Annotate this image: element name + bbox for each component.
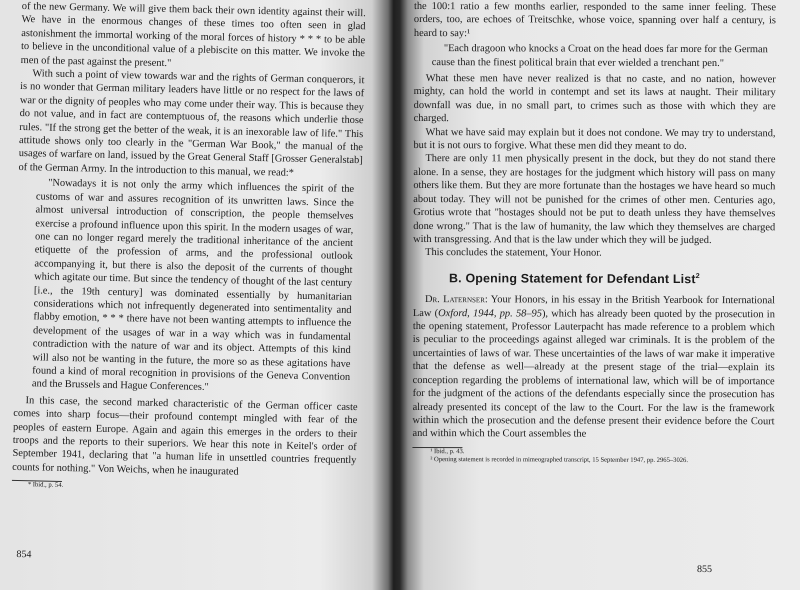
block-quote: "Nowadays it is not only the army which influences the spirit of the customs of war and assures recognition of its unwritten laws. Since the almost universal introduction of conscription, the people themselves exercise a profound influence upon this spirit. In the modern usages of war, one can no longer regard merely the traditional inheritance of the ancient etiquette of the profession of arms, and the professional outlook accompanying it, but there is also the deposit of the currents of thought which agitate our time. But since the tendency of thought of the last century [i.e., the 19th century] was dominated essentially by humanitarian considerations which not infrequently degenerated into sentimentality and flabby emotion, * * * there have not been wanting attempts to influence the development of the usages of war in a way which was in fundamental contradiction with the nature of war and its object. Attempts of this kind will also not be wanting in the future, the more so as these agitations have found a kind of moral recognition in provisions of the Geneva Convention and the Brussels and Hague Conferences.": [31, 177, 355, 394]
paragraph: What these men have never realized is that no caste, and no nation, however mighty, can hold the world in contempt and set its laws at naught. Their military downfall was due, in no small part, to crimes such as those with which they are charged.: [413, 73, 776, 125]
page-number: 855: [696, 563, 713, 576]
paragraph: of the new Germany. We will give them back their own identity against their will. We have in the enormous changes of these times too often seen in glad astonishment the immortal working of the moral forces of history * * * to be able to believe in the unconditional value of a plebiscite on this matter. We invoke the men of the past against the present.": [20, 0, 366, 69]
section-heading-text: B. Opening Statement for Defendant List: [449, 270, 696, 286]
paragraph: What we have said may explain but it does not condone. We may try to understand, but it is not ours to forgive. What these men did they meant to do.: [413, 126, 776, 153]
paragraph: This concludes the statement, Your Honor.: [425, 247, 602, 259]
right-page: [412, 0, 776, 590]
paragraph: There are only 11 men physically present in the dock, but they do not stand there alone. In a sense, they are hostages for the judgment which history will pass on many others like them. But they are more fortunate than the hostages we have heard so much about today. They will not be punished for the crimes of other men. Centuries ago, Grotius wrote that "hostages should not be put to death unless they have themselves done wrong." That is the law of humanity, the law which they themselves are charged with transgressing. And that is the law under which they will be judged.: [413, 153, 776, 246]
citation: Oxford, 1944, pp. 58–95: [438, 307, 542, 320]
speaker-text: Your Honors, in his essay in the British Yearbook for International Law (: [412, 294, 775, 319]
footnote-marker: 2: [695, 272, 700, 280]
left-page: [10, 0, 366, 590]
footnote: * Ibid., p. 54.: [27, 481, 64, 490]
speaker-text: ), which has already been quoted by the prosecution in the opening statement, Professor Lauterpacht has made reference to a problem which is peculiar to the proceedings against alleged war criminals. It is the problem of the uncertainties of laws of war. These uncertainties of the laws of war make it imperative that the defense as well—already at the present stage of the trial—explain its conception regarding the problems of international law, which will be of importance for the judgment of the actions of the defendants especially since the prosecution has already presented its concept of the law to the Court. For the law is the framework within which the prosecution and the defense present their evidence before the Court and within which the Court assembles the: [412, 308, 775, 440]
speaker-name: Dr. Laternser:: [424, 294, 488, 306]
footnote: ² Opening statement is recorded in mimeographed transcript, 15 September 1947, pp. 2965–3026.: [430, 455, 689, 464]
footnote: ¹ Ibid., p. 43.: [430, 447, 465, 455]
paragraph: the 100:1 ratio a few months earlier, responded to the same inner feeling. These orders, too, are echoes of Treitschke, whose voice, spanning over half a century, is heard to say:¹: [413, 0, 776, 40]
section-heading: [413, 269, 775, 287]
speaker-paragraph: [412, 293, 775, 442]
block-quote: "Each dragoon who knocks a Croat on the head does far more for the German cause than the finest political brain that ever wielded a trenchant pen.": [431, 43, 768, 69]
page-number: 854: [16, 549, 32, 561]
paragraph: In this case, the second marked characteristic of the German officer caste comes into sharp focus—their profound contempt mingled with fear of the peoples of eastern Europe. Again and again this emerges in the orders to their troops and the reports to their superiors. We hear this note in Keitel's order of September 1941, declaring that "a human life in unsettled countries frequently counts for nothing." Von Weichs, when he inaugurated: [12, 394, 358, 478]
paragraph: With such a point of view towards war and the rights of German conquerors, it is no wonder that German military leaders have little or no respect for the laws of war or the dignity of peoples who may come under their way. This is because they do not value, and in fact are contemptuous of, the reasons which underlie those rules. "If the strong get the better of the weak, it is an inexorable law of life." This attitude shows only too clearly in the "German War Book," the manual of the usages of warfare on land, issued by the Great General Staff [Grosser Generalstab] of the German Army. In the introduction to this manual, we read:*: [18, 68, 365, 179]
